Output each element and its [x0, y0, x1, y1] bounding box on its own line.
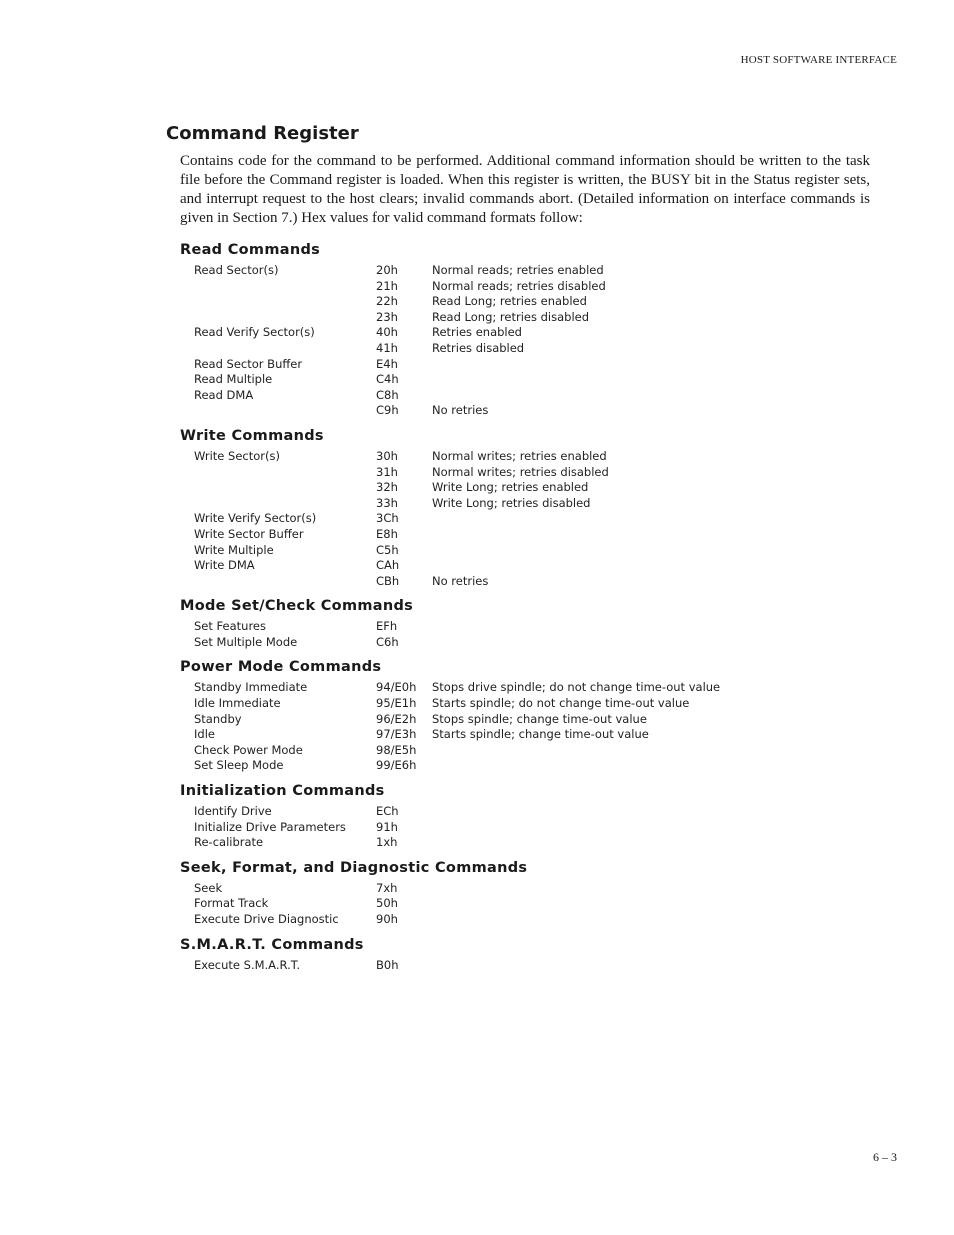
command-code: E8h	[376, 526, 398, 541]
command-name	[180, 341, 376, 357]
section-heading: Mode Set/Check Commands	[180, 598, 414, 615]
command-name: Standby Immediate	[194, 680, 308, 695]
command-section	[180, 656, 880, 774]
command-name	[180, 279, 376, 295]
command-description: Normal writes; retries disabled	[432, 464, 609, 479]
command-code: 41h	[376, 340, 398, 355]
command-code: 99/E6h	[376, 758, 417, 773]
command-row	[180, 881, 880, 897]
command-name: Read DMA	[194, 387, 254, 402]
command-section	[180, 780, 880, 851]
command-row	[180, 496, 880, 512]
command-description: Normal writes; retries enabled	[432, 448, 607, 463]
command-description: Read Long; retries enabled	[432, 294, 587, 309]
command-name	[180, 310, 376, 326]
command-name: Read Sector Buffer	[194, 356, 303, 371]
command-name: Seek	[194, 880, 223, 895]
command-code: B0h	[376, 957, 399, 972]
command-code: 95/E1h	[376, 696, 417, 711]
command-name: Execute Drive Diagnostic	[194, 912, 339, 926]
command-row	[180, 574, 880, 590]
command-name: Format Track	[194, 896, 269, 911]
page-number: 6 – 3	[873, 1150, 897, 1164]
running-head: HOST SOFTWARE INTERFACE	[740, 54, 897, 66]
command-row	[180, 743, 880, 759]
command-code: 20h	[376, 263, 398, 277]
command-description: No retries	[432, 403, 489, 418]
command-name: Identify Drive	[194, 804, 272, 819]
command-code: C5h	[376, 542, 399, 557]
command-row	[180, 635, 880, 651]
command-description: Normal reads; retries enabled	[432, 263, 604, 277]
command-name: Set Features	[194, 619, 266, 634]
command-code: 96/E2h	[376, 711, 417, 726]
command-row	[180, 958, 880, 974]
command-row	[180, 820, 880, 836]
command-row	[180, 727, 880, 743]
section-heading: S.M.A.R.T. Commands	[180, 936, 364, 953]
command-row	[180, 558, 880, 574]
section-heading: Write Commands	[180, 427, 324, 444]
command-section	[180, 934, 880, 974]
command-row	[180, 294, 880, 310]
command-code: 22h	[376, 294, 398, 309]
command-section	[180, 239, 880, 419]
command-row	[180, 619, 880, 635]
command-code: CAh	[376, 558, 400, 573]
command-code: 7xh	[376, 880, 398, 895]
command-name	[180, 294, 376, 310]
command-name	[180, 480, 376, 496]
command-row	[180, 372, 880, 388]
command-description: Retries enabled	[432, 325, 522, 340]
command-row	[180, 912, 880, 928]
command-description: Normal reads; retries disabled	[432, 278, 606, 293]
command-name: Read Verify Sector(s)	[194, 325, 315, 340]
command-name: Re-calibrate	[194, 835, 264, 850]
command-code: 1xh	[376, 835, 398, 850]
command-row	[180, 835, 880, 851]
command-code: 90h	[376, 912, 398, 926]
command-code: CBh	[376, 573, 400, 588]
command-row	[180, 310, 880, 326]
command-section	[180, 425, 880, 589]
page-title: Command Register	[166, 123, 359, 144]
command-row	[180, 325, 880, 341]
command-row	[180, 403, 880, 419]
command-code: 40h	[376, 325, 398, 340]
command-description: Read Long; retries disabled	[432, 309, 590, 324]
command-row	[180, 480, 880, 496]
command-name	[180, 465, 376, 481]
command-description: Starts spindle; change time-out value	[432, 727, 649, 742]
section-heading: Read Commands	[180, 242, 321, 258]
command-name: Initialize Drive Parameters	[194, 819, 346, 834]
command-name	[180, 574, 376, 590]
command-name: Set Sleep Mode	[194, 758, 284, 773]
intro-paragraph: Contains code for the command to be performed. Additional command information should be written to the task file before the Command register is loaded. When this register is written, the BUSY bit in the Status register sets, and interrupt request to the host clears; invalid commands abort. (Detailed information on interface commands is given in Section 7.) Hex values for valid command formats follow:	[180, 153, 870, 226]
section-heading: Initialization Commands	[180, 783, 385, 800]
command-description: Write Long; retries disabled	[432, 495, 591, 510]
command-code: E4h	[376, 356, 398, 371]
command-code: EFh	[376, 619, 398, 634]
command-row	[180, 357, 880, 373]
command-name: Standby	[194, 711, 242, 726]
command-name: Idle	[194, 727, 215, 742]
command-name: Check Power Mode	[194, 742, 303, 757]
command-name: Read Sector(s)	[194, 263, 279, 277]
command-code: 98/E5h	[376, 742, 417, 757]
command-code: 97/E3h	[376, 727, 417, 742]
command-code: C9h	[376, 403, 399, 418]
command-name: Write Verify Sector(s)	[194, 511, 317, 526]
command-code: 33h	[376, 495, 398, 510]
command-description: No retries	[432, 573, 489, 588]
command-row	[180, 279, 880, 295]
command-code: C4h	[376, 372, 399, 387]
command-name: Execute S.M.A.R.T.	[194, 957, 301, 972]
command-row	[180, 341, 880, 357]
command-row	[180, 263, 880, 279]
command-description: Write Long; retries enabled	[432, 480, 589, 495]
command-code: 31h	[376, 464, 398, 479]
command-name: Write Sector(s)	[194, 448, 280, 463]
command-code: 32h	[376, 480, 398, 495]
command-sections	[180, 239, 880, 979]
command-description: Retries disabled	[432, 340, 525, 355]
command-code: 21h	[376, 278, 398, 293]
command-description: Stops spindle; change time-out value	[432, 711, 647, 726]
command-code: 30h	[376, 448, 398, 463]
section-heading: Seek, Format, and Diagnostic Commands	[180, 859, 528, 876]
command-name: Set Multiple Mode	[194, 634, 298, 649]
command-row	[180, 527, 880, 543]
command-row	[180, 758, 880, 774]
command-row	[180, 696, 880, 712]
command-name	[180, 403, 376, 419]
command-code: 23h	[376, 309, 398, 324]
command-row	[180, 388, 880, 404]
command-name: Write Multiple	[194, 542, 274, 557]
command-code: 91h	[376, 819, 398, 834]
command-name	[180, 496, 376, 512]
command-code: ECh	[376, 804, 399, 819]
command-section	[180, 595, 880, 650]
command-section	[180, 857, 880, 928]
command-row	[180, 712, 880, 728]
command-code: C6h	[376, 634, 399, 649]
command-row	[180, 543, 880, 559]
command-row	[180, 804, 880, 820]
command-code: 50h	[376, 896, 398, 911]
command-row	[180, 896, 880, 912]
command-name: Write Sector Buffer	[194, 526, 304, 541]
section-heading: Power Mode Commands	[180, 659, 382, 676]
command-name: Read Multiple	[194, 372, 273, 387]
command-code: C8h	[376, 387, 399, 402]
command-row	[180, 680, 880, 696]
command-code: 3Ch	[376, 511, 399, 526]
command-row	[180, 449, 880, 465]
command-row	[180, 511, 880, 527]
command-description: Stops drive spindle; do not change time-out value	[432, 680, 721, 695]
command-name: Idle Immediate	[194, 696, 281, 711]
command-row	[180, 465, 880, 481]
command-name: Write DMA	[194, 558, 255, 573]
command-description: Starts spindle; do not change time-out value	[432, 696, 690, 711]
command-code: 94/E0h	[376, 680, 417, 695]
